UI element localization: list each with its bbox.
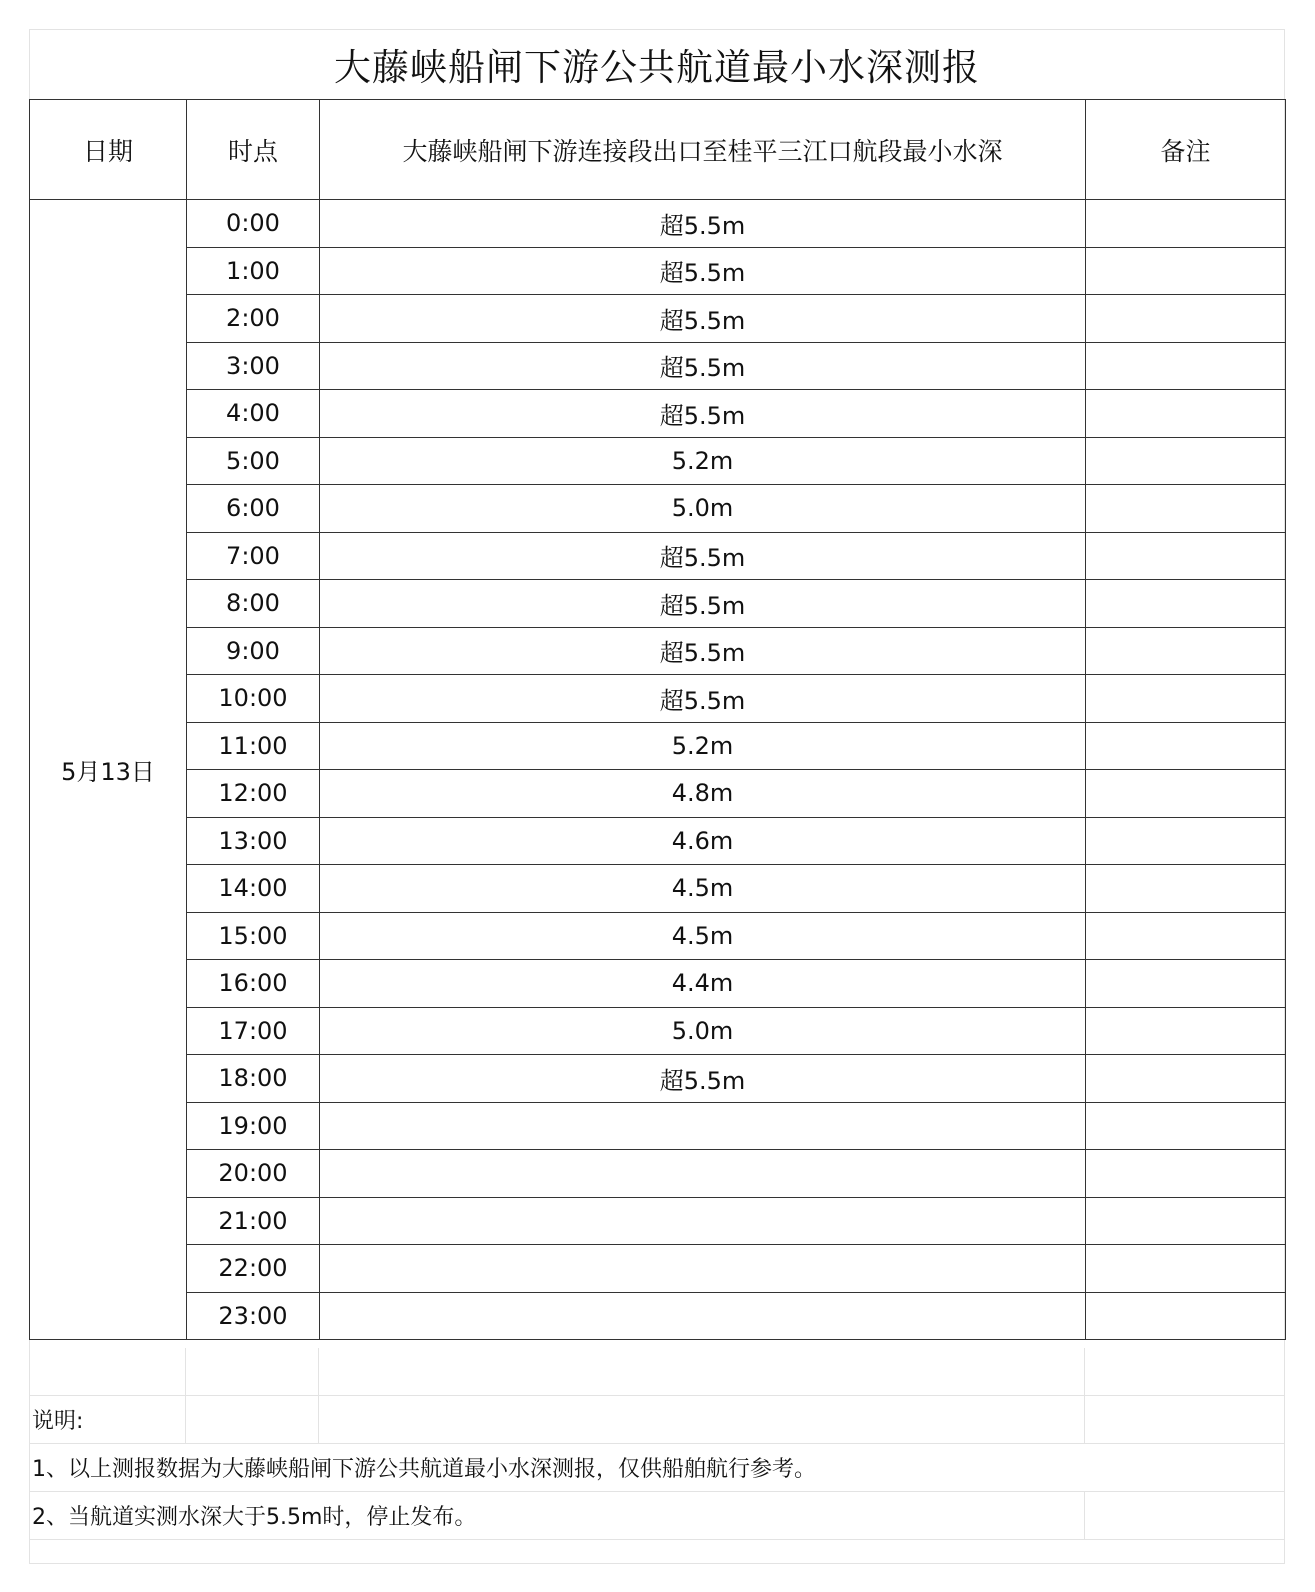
depth-cell: 超5.5m — [320, 390, 1086, 438]
depth-cell — [320, 1102, 1086, 1150]
table-row — [30, 627, 1286, 675]
header-date: 日期 — [30, 100, 187, 200]
note-item — [29, 1492, 1285, 1540]
depth-cell — [320, 1197, 1086, 1245]
depth-cell: 超5.5m — [320, 580, 1086, 628]
depth-cell: 超5.5m — [320, 200, 1086, 248]
remark-cell — [1086, 722, 1286, 770]
table-row — [30, 675, 1286, 723]
time-cell: 10:00 — [187, 675, 320, 723]
remark-cell — [1086, 1102, 1286, 1150]
table-row — [30, 485, 1286, 533]
table-row — [30, 1102, 1286, 1150]
notes-heading: 说明: — [32, 1409, 84, 1434]
table-row — [30, 390, 1286, 438]
remark-cell — [1086, 817, 1286, 865]
time-cell: 8:00 — [187, 580, 320, 628]
remark-cell — [1086, 342, 1286, 390]
depth-cell: 5.0m — [320, 485, 1086, 533]
time-cell: 1:00 — [187, 247, 320, 295]
remark-cell — [1086, 1197, 1286, 1245]
table-row — [30, 817, 1286, 865]
remark-cell — [1086, 1007, 1286, 1055]
time-cell: 6:00 — [187, 485, 320, 533]
time-cell: 17:00 — [187, 1007, 320, 1055]
date-cell: 5月13日 — [30, 200, 187, 1340]
depth-cell: 5.0m — [320, 1007, 1086, 1055]
remark-cell — [1086, 1055, 1286, 1103]
report-title: 大藤峡船闸下游公共航道最小水深测报 — [334, 46, 980, 89]
table-row — [30, 960, 1286, 1008]
remark-cell — [1086, 295, 1286, 343]
time-cell: 18:00 — [187, 1055, 320, 1103]
table-row — [30, 1150, 1286, 1198]
time-cell: 4:00 — [187, 390, 320, 438]
time-cell: 11:00 — [187, 722, 320, 770]
notes-heading-row — [29, 1396, 1285, 1444]
depth-cell: 4.8m — [320, 770, 1086, 818]
time-cell: 2:00 — [187, 295, 320, 343]
depth-cell: 超5.5m — [320, 675, 1086, 723]
remark-cell — [1086, 960, 1286, 1008]
remark-cell — [1086, 1150, 1286, 1198]
table-row — [30, 580, 1286, 628]
table-row — [30, 200, 1286, 248]
table-row — [30, 1007, 1286, 1055]
time-cell: 7:00 — [187, 532, 320, 580]
depth-cell: 超5.5m — [320, 247, 1086, 295]
table-row — [30, 1055, 1286, 1103]
remark-cell — [1086, 912, 1286, 960]
table-row — [30, 770, 1286, 818]
depth-cell: 超5.5m — [320, 295, 1086, 343]
remark-cell — [1086, 580, 1286, 628]
depth-cell: 4.4m — [320, 960, 1086, 1008]
depth-cell: 超5.5m — [320, 627, 1086, 675]
remark-cell — [1086, 532, 1286, 580]
time-cell: 22:00 — [187, 1245, 320, 1293]
time-cell: 19:00 — [187, 1102, 320, 1150]
header-depth: 大藤峡船闸下游连接段出口至桂平三江口航段最小水深 — [320, 100, 1086, 200]
table-row — [30, 295, 1286, 343]
table-row — [30, 1197, 1286, 1245]
remark-cell — [1086, 390, 1286, 438]
table-row — [30, 247, 1286, 295]
remark-cell — [1086, 770, 1286, 818]
depth-cell: 4.6m — [320, 817, 1086, 865]
time-cell: 21:00 — [187, 1197, 320, 1245]
time-cell: 14:00 — [187, 865, 320, 913]
notes-spacer-row — [29, 1348, 1285, 1396]
time-cell: 20:00 — [187, 1150, 320, 1198]
time-cell: 5:00 — [187, 437, 320, 485]
table-row — [30, 532, 1286, 580]
notes-section — [29, 1348, 1285, 1540]
header-row — [30, 100, 1286, 200]
time-cell: 13:00 — [187, 817, 320, 865]
depth-cell: 4.5m — [320, 912, 1086, 960]
remark-cell — [1086, 1245, 1286, 1293]
header-remark: 备注 — [1086, 100, 1286, 200]
table-row — [30, 1245, 1286, 1293]
time-cell: 12:00 — [187, 770, 320, 818]
table-row — [30, 342, 1286, 390]
time-cell: 9:00 — [187, 627, 320, 675]
remark-cell — [1086, 675, 1286, 723]
remark-cell — [1086, 200, 1286, 248]
table-row — [30, 865, 1286, 913]
table-row — [30, 722, 1286, 770]
remark-cell — [1086, 247, 1286, 295]
depth-cell — [320, 1292, 1086, 1340]
table-row — [30, 912, 1286, 960]
depth-cell: 5.2m — [320, 722, 1086, 770]
note-text-1: 1、以上测报数据为大藤峡船闸下游公共航道最小水深测报，仅供船舶航行参考。 — [32, 1457, 816, 1482]
depth-cell: 超5.5m — [320, 1055, 1086, 1103]
depth-cell — [320, 1150, 1086, 1198]
depth-cell: 超5.5m — [320, 342, 1086, 390]
note-text-2: 2、当航道实测水深大于5.5m时，停止发布。 — [32, 1505, 477, 1530]
depth-cell — [320, 1245, 1086, 1293]
time-cell: 0:00 — [187, 200, 320, 248]
remark-cell — [1086, 627, 1286, 675]
remark-cell — [1086, 1292, 1286, 1340]
remark-cell — [1086, 865, 1286, 913]
remark-cell — [1086, 437, 1286, 485]
header-time: 时点 — [187, 100, 320, 200]
time-cell: 15:00 — [187, 912, 320, 960]
table-row — [30, 1292, 1286, 1340]
depth-cell: 超5.5m — [320, 532, 1086, 580]
depth-cell: 4.5m — [320, 865, 1086, 913]
time-cell: 23:00 — [187, 1292, 320, 1340]
table-row — [30, 437, 1286, 485]
note-item — [29, 1444, 1285, 1492]
time-cell: 3:00 — [187, 342, 320, 390]
time-cell: 16:00 — [187, 960, 320, 1008]
depth-table — [29, 99, 1286, 1340]
remark-cell — [1086, 485, 1286, 533]
depth-cell: 5.2m — [320, 437, 1086, 485]
